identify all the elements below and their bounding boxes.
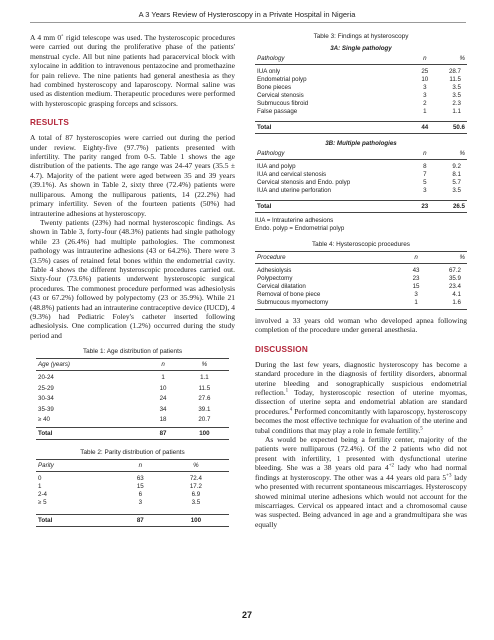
table-cell: Cervical stenosis <box>257 92 304 99</box>
table-3b-subheading: 3B: Multiple pathologies <box>325 140 397 147</box>
table-total-cell: 50.6 <box>434 122 467 134</box>
reference-marker: 5 <box>420 426 423 432</box>
table-cell: 10 <box>421 76 429 83</box>
text-run: During the last few years, diagnostic hysteroscopy has become a standard procedure in the diagnosis of fertility disorders, abnormal uterine bleeding and sonographically suspicious endometrial reflection. <box>255 359 467 398</box>
table-total-cell: 23 <box>416 201 434 213</box>
table-header: Age (years) <box>36 359 146 371</box>
discussion-heading: DISCUSSION <box>255 344 308 354</box>
table-cell: 11.5 <box>449 76 461 83</box>
table-header: n <box>118 460 163 472</box>
table-1 <box>30 348 235 440</box>
results-heading: RESULTS <box>30 118 70 128</box>
table-cell: Polypectomy <box>257 275 293 282</box>
table-cell: 15 <box>136 483 144 491</box>
table-cell: 24 <box>159 395 167 403</box>
table-cell: Cervical dilatation <box>257 283 306 290</box>
table-cell: 6.9 <box>191 491 201 499</box>
table-1-caption: Table 1: Age distribution of patients <box>82 348 183 356</box>
table-cell: 25-29 <box>38 384 54 392</box>
table-total-cell: 100 <box>180 428 229 440</box>
table-cell: 30-34 <box>38 395 54 403</box>
table-cell: 1.1 <box>200 374 209 382</box>
table-header: n <box>146 359 179 371</box>
table-3-notes <box>255 217 467 233</box>
reference-marker: 4 <box>289 407 293 413</box>
table-cell: 11.5 <box>198 384 211 392</box>
table-header: Pathology <box>257 150 285 157</box>
table-total-cell: 44 <box>416 122 434 134</box>
table-header: % <box>459 55 465 62</box>
table-cell: 1 <box>423 108 427 115</box>
table-cell: False passage <box>257 108 298 115</box>
table-cell: 67.2 <box>448 267 461 274</box>
results-paragraph-2: Twenty patients (23%) had normal hysteroscopic findings. As shown in Table 3, forty-four (48.3%) patients had single pathology while 23 (26.4%) had multiple pathologies. The commonest pathology was intrauterine adhesions (43 or 64.2%). There were 3 (3.5%) cases of retained fetal bones within the endometrial cavity. Table 4 shows the different hysteroscopic procedures carried out. Sixty-four (73.6%) patients underwent hysteroscopic surgical procedures. The commonest procedure performed was adhesiolysis (43 or 67.2%) followed by polypectomy (23 or 35.9%). While 21 (48.8%) patients had an intrauterine contraceptive device (IUCD), 4 (9.3%) had Pediatric Foley's catheter inserted following adhesiolysis. One complication (1.2%) occurred during the study period and <box>30 217 235 340</box>
superscript: +2 <box>388 463 395 469</box>
table-cell: 10 <box>159 384 167 392</box>
table-cell: 0 <box>38 475 42 483</box>
table-cell: 3 <box>414 291 418 298</box>
table-cell: 3 <box>423 84 427 91</box>
table-cell: 28.7 <box>448 68 461 75</box>
table-cell: 35-39 <box>38 405 54 413</box>
table-cell: 18 <box>159 416 167 424</box>
table-2 <box>30 449 235 527</box>
table-header: Parity <box>36 460 118 472</box>
table-total-label: Total <box>255 122 416 134</box>
table-cell: 34 <box>159 405 167 413</box>
table-cell: 3 <box>138 499 143 507</box>
table-header: % <box>180 359 229 371</box>
table-cell: 6 <box>138 491 143 499</box>
table-3-caption: Table 3: Findings at hysteroscopy <box>313 33 409 40</box>
table-total-label: Total <box>36 515 118 527</box>
table-note: Endo. polyp = Endometrial polyp <box>255 225 345 232</box>
table-header: n <box>405 252 427 264</box>
table-cell: 3.5 <box>452 84 461 91</box>
table-3 <box>255 33 467 233</box>
superscript: +3 <box>446 473 452 479</box>
table-cell: 8 <box>423 163 427 170</box>
table-cell: 9.2 <box>452 163 461 170</box>
table-cell: 2.3 <box>452 100 461 107</box>
table-cell: 63 <box>136 475 144 483</box>
page-number: 27 <box>241 610 252 620</box>
table-cell: 20.7 <box>198 416 211 424</box>
table-cell: 5.7 <box>452 179 461 186</box>
table-cell: 1 <box>38 483 42 491</box>
table-cell: 8.1 <box>452 171 461 178</box>
table-header: % <box>459 150 465 157</box>
table-cell: 3 <box>423 92 427 99</box>
table-cell: IUA only <box>257 68 281 75</box>
text-run: Performed concomitantly with laparoscopy, hysteroscopy becomes the most effective technique for evaluation of the uterine and tubal conditions that may play a role in female fertility. <box>255 406 467 435</box>
text-run: lady who presented with recurrent spontaneous miscarriages. Hysteroscopy showed minimal uterine adhesions which would not account for the miscarriages. Cervical os appeared intact and a chromosomal cause was suspected. Being advanced in age and a grandmultipara she was equally <box>255 472 467 529</box>
table-cell: 4.1 <box>452 291 461 298</box>
results-paragraph-1: A total of 87 hysteroscopies were carried out during the period under review. Eighty-five (97.7%) patients presented with infertility. The parity ranged from 0-5. Table 1 shows the age distribution of the patients. The age range was 24-47 years (35.5 ± 4.7). Majority of the patient were aged between 35 and 39 years (39.1%). As shown in Table 2, sixty three (72.4%) patients were nulliparous. Among the nulliparous patients, 14 (22.2%) had primary infertility. Seven of the fourteen patients (50%) had intrauterine adhesions at hysteroscopy. <box>30 133 235 218</box>
table-total-cell: 100 <box>163 515 229 527</box>
table-cell: 39.1 <box>198 405 211 413</box>
right-column <box>255 33 467 529</box>
table-cell: 23 <box>412 275 420 282</box>
left-column <box>30 33 235 527</box>
table-cell: 3.5 <box>452 187 461 194</box>
table-cell: 20-24 <box>38 374 54 382</box>
table-4-caption: Table 4: Hysteroscopic procedures <box>311 241 411 248</box>
table-cell: 1.6 <box>452 299 461 306</box>
text-run: As would be expected being a fertility center, majority of the patients were nulliparous (72.4%). Of the 2 patients who did not present with infertility, 1 presented with dysfunctional uterine bleeding. She was a 38 years old para 4 <box>255 435 467 473</box>
table-2-caption: Table 2: Parity distribution of patients <box>80 449 185 457</box>
table-cell: 17.2 <box>189 483 202 491</box>
table-cell: IUA and uterine perforation <box>257 187 331 194</box>
table-cell: Submucous fibroid <box>257 100 309 107</box>
methods-paragraph: A 4 mm 0˚ rigid telescope was used. The hysteroscopic procedures were carried out during the proliferative phase of the patients' menstrual cycle. All but nine patients had paracervical block with xylocaine in addition to intravenous pentazocine and promethazine for pain relieve. The nine patients had general anesthesia as they had combined hysteroscopy and laparoscopy. Normal saline was used as distention medium. Therapeutic procedures were performed with hysteroscopic grasping forceps and scissors. <box>30 33 235 108</box>
table-4 <box>255 241 467 310</box>
table-header: n <box>423 150 427 157</box>
table-cell: Endometrial polyp <box>257 76 307 83</box>
table-cell: 23.4 <box>448 283 461 290</box>
table-cell: 3 <box>423 187 427 194</box>
table-cell: 1.1 <box>452 108 461 115</box>
table-cell: 3.5 <box>191 499 201 507</box>
table-header: % <box>163 460 229 472</box>
discussion-paragraph-1 <box>255 360 467 435</box>
discussion-paragraph-2 <box>255 435 467 529</box>
table-cell: 7 <box>423 171 427 178</box>
table-cell: 72.4 <box>189 475 202 483</box>
table-header: Procedure <box>255 252 405 264</box>
table-cell: Bone pieces <box>257 84 292 91</box>
table-cell: ≥ 5 <box>38 499 47 507</box>
table-cell: Cervical stenosis and Endo. polyp <box>257 179 351 186</box>
table-cell: 2 <box>423 100 427 107</box>
table-total-cell: 87 <box>146 428 179 440</box>
table-total-label: Total <box>36 428 146 440</box>
table-cell: 35.9 <box>448 275 461 282</box>
table-cell: 2-4 <box>38 491 47 499</box>
table-cell: 43 <box>412 267 420 274</box>
table-cell: 5 <box>423 179 427 186</box>
table-3a-subheading: 3A: Single pathology <box>330 45 392 52</box>
table-header: Pathology <box>257 55 285 62</box>
results-continuation: involved a 33 years old woman who developed apnea following completion of the procedure under general anesthesia. <box>255 316 467 335</box>
reference-marker: 1 <box>285 388 289 394</box>
table-cell: Removal of bone piece <box>257 291 321 298</box>
table-total-cell: 26.5 <box>434 201 467 213</box>
running-head: A 3 Years Review of Hysteroscopy in a Private Hospital in Nigeria <box>138 10 356 19</box>
table-note: IUA = Intrauterine adhesions <box>255 217 334 224</box>
table-cell: 25 <box>421 68 429 75</box>
table-total-label: Total <box>255 201 416 213</box>
text-run: lady who had normal findings at hysteroscopy. The other was a 44 years old para 5 <box>255 463 468 482</box>
table-header: % <box>427 252 467 264</box>
header-rule <box>30 22 466 23</box>
table-cell: 27.6 <box>198 395 211 403</box>
table-cell: 1 <box>414 299 418 306</box>
table-cell: Adhesiolysis <box>257 267 292 274</box>
table-header: n <box>423 55 427 62</box>
table-cell: IUA and polyp <box>257 163 296 170</box>
table-cell: 3.5 <box>452 92 461 99</box>
table-cell: 1 <box>161 374 165 382</box>
table-cell: ≥ 40 <box>38 416 50 424</box>
table-cell: IUA and cervical stenosis <box>257 171 327 178</box>
table-cell: 15 <box>412 283 420 290</box>
table-total-cell: 87 <box>118 515 163 527</box>
text-run: Today, hysteroscopic resection of uterine myomas, dissection of uterine septa and endometrial ablation are standard procedures. <box>255 388 467 416</box>
table-cell: Submucous myomectomy <box>257 299 329 306</box>
